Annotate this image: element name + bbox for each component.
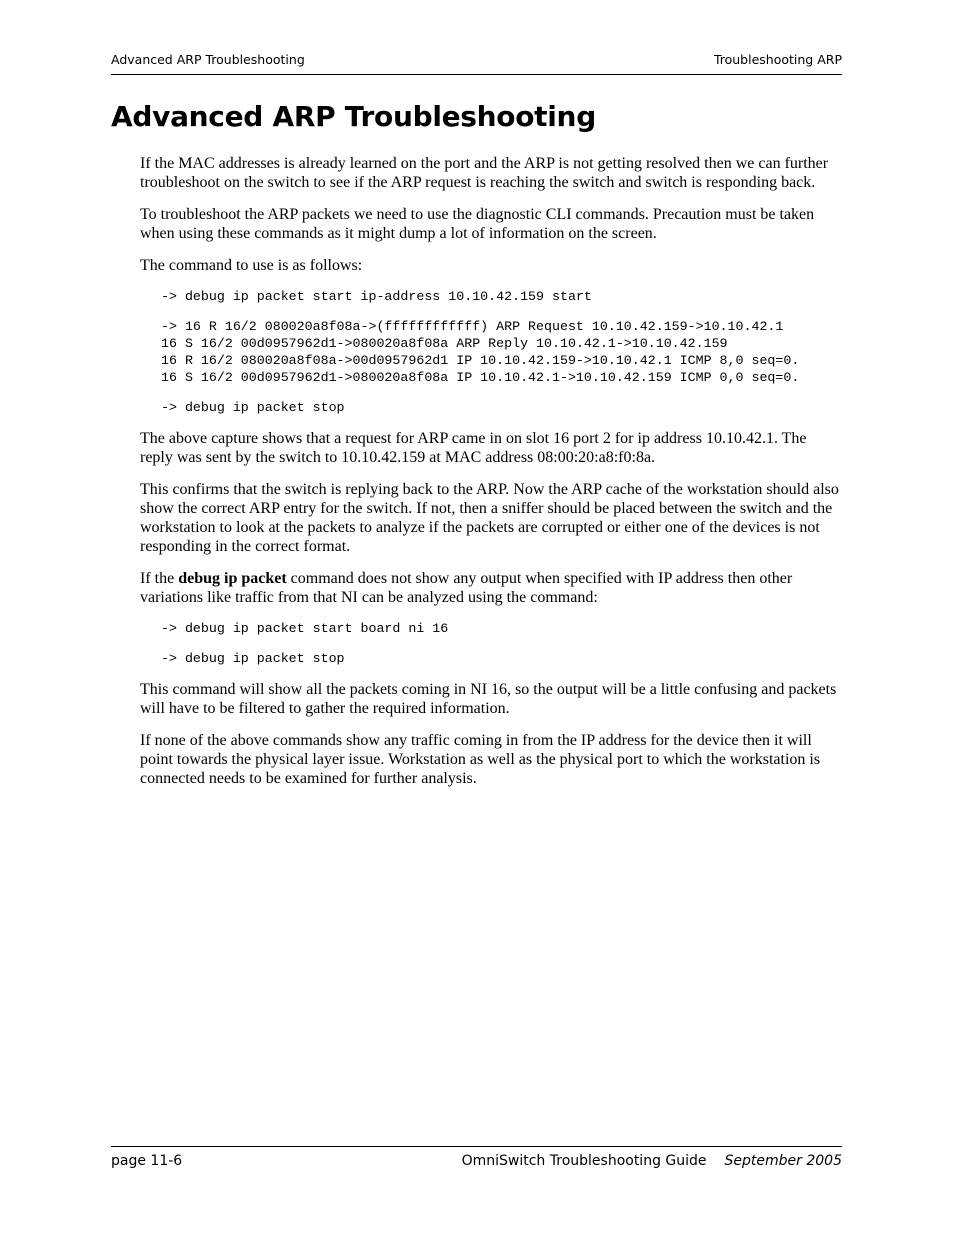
paragraph-ni-output: This command will show all the packets coming in NI 16, so the output will be a little confusing and packets will have to be filtered to gather the required information. xyxy=(140,681,837,717)
paragraph-intro: If the MAC addresses is already learned on the port and the ARP is not getting resolved then we can further troubleshoot on the switch to see if the ARP request is reaching the switch and switch is responding back. xyxy=(140,155,829,191)
text-span: If the xyxy=(140,570,179,587)
publication-date: September 2005 xyxy=(724,1153,842,1169)
code-board-stop-command: -> debug ip packet stop xyxy=(161,651,345,666)
page-body xyxy=(140,154,842,801)
paragraph-diagnostic: To troubleshoot the ARP packets we need to use the diagnostic CLI commands. Precaution must be taken when using these commands as it might dump a lot of information on the screen. xyxy=(140,206,815,242)
guide-title: OmniSwitch Troubleshooting Guide xyxy=(461,1153,707,1169)
page-number: page 11-6 xyxy=(111,1153,183,1169)
page-title: Advanced ARP Troubleshooting xyxy=(111,100,596,133)
paragraph-ni-variation xyxy=(140,569,842,607)
code-stop-command: -> debug ip packet stop xyxy=(161,400,345,415)
paragraph-capture-explanation: The above capture shows that a request for ARP came in on slot 16 port 2 for ip address 10.10.42.1. The reply was sent by the switch to 10.10.42.159 at MAC address 08:00:20:a8:f0:8a. xyxy=(140,430,807,466)
header-section-title: Advanced ARP Troubleshooting xyxy=(111,52,305,67)
code-start-command: -> debug ip packet start ip-address 10.10.42.159 start xyxy=(161,289,592,304)
paragraph-command-intro: The command to use is as follows: xyxy=(140,257,363,274)
header-chapter-title: Troubleshooting ARP xyxy=(713,52,842,67)
paragraph-physical-layer: If none of the above commands show any traffic coming in from the IP address for the device then it will point towards the physical layer issue. Workstation as well as the physical port to which the workstation is connected needs to be examined for further analysis. xyxy=(140,732,821,787)
paragraph-confirmation: This confirms that the switch is replying back to the ARP. Now the ARP cache of the workstation should also show the correct ARP entry for the switch. If not, then a sniffer should be placed between the switch and the workstation to look at the packets to analyze if the packets are corrupted or either one of the devices is not responding in the correct format. xyxy=(140,481,839,555)
text-span: command does not show any output when specified with IP address then other variations like traffic from that NI can be analyzed using the command: xyxy=(140,570,793,606)
code-board-start-command: -> debug ip packet start board ni 16 xyxy=(161,621,449,636)
running-header xyxy=(111,51,842,75)
code-capture-output: -> 16 R 16/2 080020a8f08a->(ffffffffffff) ARP Request 10.10.42.159->10.10.42.1 16 S 16/2 00d0957962d1->080020a8f08a ARP Reply 10.10.42.1->10.10.42.159 16 R 16/2 080020a8f08a->00d0957962d1 IP 10.10.42.159->10.10.42.1 ICMP 8,0 seq=0. 16 S 16/2 00d0957962d1->080020a8f08a IP 10.10.42.1->10.10.42.159 ICMP 0,0 seq=0. xyxy=(161,319,800,385)
running-footer xyxy=(111,1146,842,1173)
footer-right xyxy=(462,1153,842,1169)
bold-command: debug ip packet xyxy=(178,570,287,587)
